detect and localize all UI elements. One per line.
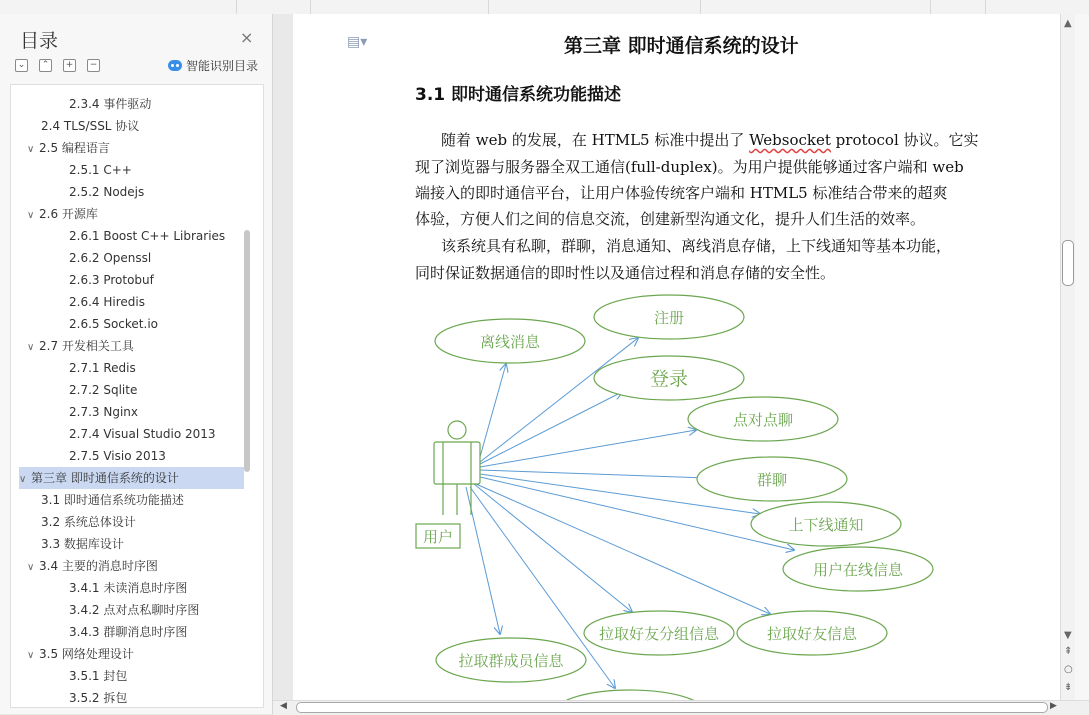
top-ruler — [0, 0, 1089, 15]
use-case-label: 注册 — [653, 309, 685, 327]
use-case-diagram — [410, 292, 950, 700]
use-case-label: 登录 — [649, 368, 689, 390]
toc-item-label: 3.5.1 封包 — [69, 669, 128, 683]
toc-item[interactable] — [69, 379, 137, 401]
toc-item[interactable] — [69, 445, 166, 467]
document-nav-icon[interactable]: ▤▾ — [347, 34, 368, 50]
toc-item-label: 3.5 网络处理设计 — [39, 647, 134, 661]
toc-item-label: 3.5.2 拆包 — [69, 691, 128, 705]
toc-item-label: 2.7.1 Redis — [69, 361, 136, 375]
toc-item[interactable] — [69, 181, 144, 203]
ruler-tick — [310, 0, 311, 14]
scroll-up-icon[interactable]: ▲ — [1064, 18, 1072, 29]
chevron-down-icon[interactable]: ∨ — [27, 650, 35, 661]
association-arrow — [480, 364, 506, 457]
toc-item[interactable] — [41, 511, 136, 533]
toc-item-label: 2.5 编程语言 — [39, 141, 110, 155]
toc-item[interactable] — [27, 555, 158, 577]
toc-item-label: 3.2 系统总体设计 — [41, 515, 136, 529]
use-case-ellipse — [555, 690, 705, 700]
ruler-tick — [985, 0, 986, 14]
toc-item-label: 2.7.3 Nginx — [69, 405, 138, 419]
toc-item[interactable] — [69, 357, 136, 379]
scroll-down-icon[interactable]: ▼ — [1064, 630, 1072, 641]
paragraph-line: 端接入的即时通信平台，让用户体验传统客户端和 HTML5 标准结合带来的超爽 — [415, 184, 948, 202]
chevron-down-icon[interactable]: ∨ — [27, 562, 35, 573]
toc-item-label: 2.7 开发相关工具 — [39, 339, 134, 353]
smart-toc-label: 智能识别目录 — [186, 59, 259, 73]
right-panel-edge — [1075, 14, 1089, 700]
toc-item-label: 2.4 TLS/SSL 协议 — [41, 119, 140, 133]
use-case-label: 拉取群成员信息 — [458, 652, 564, 670]
toc-item-label: 2.7.5 Visio 2013 — [69, 449, 166, 463]
toc-item-label: 3.3 数据库设计 — [41, 537, 124, 551]
association-arrow — [480, 392, 622, 464]
toc-item[interactable] — [27, 203, 98, 225]
add-level-icon[interactable]: + — [63, 59, 76, 72]
sidebar-title: 目录 — [20, 30, 59, 52]
close-icon[interactable]: × — [240, 28, 254, 47]
paragraph-line: 体验，方便人们之间的信息交流，创建新型沟通文化，提升人们生活的效率。 — [415, 210, 926, 228]
toc-item-label: 第三章 即时通信系统的设计 — [31, 471, 179, 485]
ruler-tick — [930, 0, 931, 14]
smart-toc-button[interactable] — [168, 57, 258, 74]
use-case-label: 用户在线信息 — [812, 561, 904, 579]
toc-item[interactable] — [69, 159, 132, 181]
use-case-label: 群聊 — [756, 471, 788, 489]
toc-item[interactable] — [69, 313, 158, 335]
toc-item-label: 2.6.3 Protobuf — [69, 273, 154, 287]
select-browse-icon[interactable]: ○ — [1064, 664, 1073, 675]
chapter-title: 第三章 即时通信系统的设计 — [564, 35, 799, 57]
association-arrow — [480, 470, 708, 478]
toc-item[interactable] — [69, 687, 127, 708]
scroll-right-icon[interactable]: ▶ — [1050, 701, 1057, 711]
section-title: 3.1 即时通信系统功能描述 — [415, 85, 622, 105]
use-case-label: 上下线通知 — [788, 516, 864, 534]
use-case-label: 离线消息 — [479, 333, 541, 351]
toc-item-label: 2.6 开源库 — [39, 207, 98, 221]
toc-item[interactable] — [41, 489, 184, 511]
chevron-down-icon[interactable]: ∨ — [27, 210, 35, 221]
toc-item-label: 2.6.1 Boost C++ Libraries — [69, 229, 226, 243]
toc-item[interactable] — [69, 401, 138, 423]
ruler-tick — [488, 0, 489, 14]
paragraph-line — [441, 129, 979, 150]
toc-item[interactable] — [27, 643, 134, 665]
toc-item-label: 3.4.1 未读消息时序图 — [69, 581, 188, 595]
collapse-all-icon[interactable]: ⌃ — [39, 59, 52, 72]
toc-item-label: 2.6.4 Hiredis — [69, 295, 145, 309]
use-case-label: 拉取好友分组信息 — [598, 625, 720, 643]
remove-level-icon[interactable]: − — [87, 59, 100, 72]
spellcheck-word: Websocket — [749, 131, 831, 149]
toc-item[interactable] — [69, 423, 216, 445]
ruler-tick — [700, 0, 701, 14]
association-arrow — [476, 484, 770, 614]
toc-item[interactable] — [69, 599, 199, 621]
toc-item-label: 2.5.2 Nodejs — [69, 185, 145, 199]
scroll-left-icon[interactable]: ◀ — [280, 701, 287, 711]
toc-item[interactable] — [27, 335, 134, 357]
toc-item[interactable] — [69, 225, 225, 247]
toc-item[interactable] — [69, 621, 187, 643]
paragraph-line: 该系统具有私聊，群聊，消息通知、离线消息存储，上下线通知等基本功能， — [441, 237, 952, 255]
toc-sidebar — [0, 14, 273, 714]
toc-item[interactable] — [69, 665, 127, 687]
vertical-scroll-thumb[interactable] — [1062, 240, 1074, 286]
chevron-down-icon[interactable]: ∨ — [19, 474, 27, 485]
use-case-label: 拉取好友信息 — [766, 625, 858, 643]
toc-item[interactable] — [69, 577, 187, 599]
toc-item[interactable] — [69, 247, 151, 269]
robot-icon — [168, 60, 182, 71]
toc-item[interactable] — [69, 269, 154, 291]
toc-item[interactable] — [69, 291, 145, 313]
page-up-icon[interactable]: ⇞ — [1064, 646, 1073, 657]
chevron-down-icon[interactable]: ∨ — [27, 342, 35, 353]
ruler-tick — [236, 0, 237, 14]
toc-item-label: 3.1 即时通信系统功能描述 — [41, 493, 184, 507]
toc-item[interactable] — [41, 115, 139, 137]
toc-item-label: 2.3.4 事件驱动 — [69, 97, 152, 111]
toc-scrollbar[interactable] — [244, 230, 250, 472]
toc-item-label: 3.4 主要的消息时序图 — [39, 559, 158, 573]
text-run: 随着 web 的发展，在 HTML5 标准中提出了 — [441, 131, 750, 149]
toc-item-label: 2.7.4 Visual Studio 2013 — [69, 427, 216, 441]
association-arrow — [480, 430, 696, 467]
toc-item[interactable] — [69, 93, 151, 115]
chevron-down-icon[interactable]: ∨ — [27, 144, 35, 155]
toc-item-label: 2.5.1 C++ — [69, 163, 132, 177]
toc-item[interactable] — [27, 137, 110, 159]
association-arrow — [474, 484, 632, 612]
toc-item-label: 2.6.5 Socket.io — [69, 317, 159, 331]
actor-label: 用户 — [423, 528, 454, 546]
vertical-scrollbar[interactable] — [1060, 14, 1076, 700]
page-down-icon[interactable]: ⇟ — [1064, 682, 1073, 693]
toc-list — [10, 84, 264, 708]
toc-item-label: 2.6.2 Openssl — [69, 251, 152, 265]
expand-all-icon[interactable]: ⌄ — [15, 59, 28, 72]
horizontal-scroll-thumb[interactable] — [296, 702, 1048, 713]
text-run: protocol 协议。它实 — [830, 131, 979, 149]
toc-item-label: 3.4.3 群聊消息时序图 — [69, 625, 188, 639]
paragraph-line: 现了浏览器与服务器全双工通信(full-duplex)。为用户提供能够通过客户端和 web — [415, 158, 964, 176]
use-case-label: 点对点聊 — [732, 411, 794, 429]
toc-item-label: 2.7.2 Sqlite — [69, 383, 138, 397]
toc-item-label: 3.4.2 点对点私聊时序图 — [69, 603, 200, 617]
toc-item[interactable] — [19, 467, 244, 489]
paragraph-line: 同时保证数据通信的即时性以及通信过程和消息存储的安全性。 — [415, 264, 836, 282]
toc-item[interactable] — [41, 533, 124, 555]
